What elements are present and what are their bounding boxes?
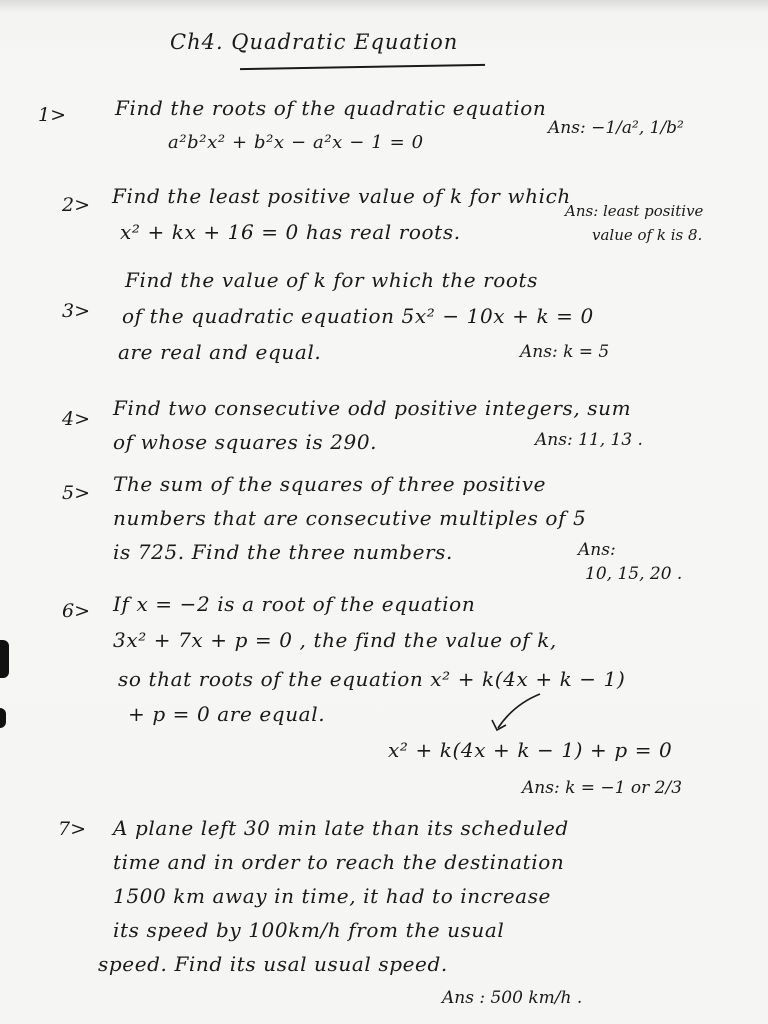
answer-line: value of k is 8. — [592, 226, 703, 244]
answer-line: Ans: least positive — [565, 202, 704, 220]
question-text-line: Find two consecutive odd positive integers, sum — [113, 396, 632, 420]
question-number: 5> — [62, 482, 91, 504]
title-underline — [240, 64, 485, 70]
rewritten-equation: x² + k(4x + k − 1) + p = 0 — [388, 738, 673, 762]
question-text-line: speed. Find its usal usual speed. — [98, 952, 448, 976]
question-text-line: 1500 km away in time, it had to increase — [113, 884, 551, 908]
question-number: 1> — [38, 104, 67, 126]
question-number: 4> — [62, 408, 91, 430]
question-number: 3> — [62, 300, 91, 322]
answer: Ans: 11, 13 . — [535, 430, 643, 450]
question-text-line: Find the least positive value of k for which — [112, 184, 571, 208]
page-title: Ch4. Quadratic Equation — [170, 30, 459, 54]
question-text-line: A plane left 30 min late than its scheduled — [113, 816, 569, 840]
question-number: 7> — [58, 818, 87, 840]
answer-line: Ans: — [578, 540, 616, 560]
answer: Ans: k = 5 — [520, 342, 610, 362]
question-text-line: are real and equal. — [118, 340, 322, 364]
arrow-icon — [470, 690, 550, 740]
question-text-line: is 725. Find the three numbers. — [113, 540, 453, 564]
edge-mark — [0, 640, 9, 678]
question-text-line: + p = 0 are equal. — [128, 702, 326, 726]
question-text-line: 3x² + 7x + p = 0 , the find the value of k, — [113, 628, 557, 652]
question-text-line: x² + kx + 16 = 0 has real roots. — [120, 220, 461, 244]
answer: Ans : 500 km/h . — [442, 988, 583, 1008]
question-number: 6> — [62, 600, 91, 622]
question-text-line: of the quadratic equation 5x² − 10x + k = 0 — [122, 304, 594, 328]
edge-mark — [0, 708, 6, 728]
question-text-line: numbers that are consecutive multiples of 5 — [113, 506, 587, 530]
question-text-line: Find the value of k for which the roots — [125, 268, 539, 292]
question-text-line: Find the roots of the quadratic equation — [115, 96, 547, 120]
answer: Ans: k = −1 or 2/3 — [522, 778, 683, 798]
question-text-line: time and in order to reach the destination — [113, 850, 565, 874]
question-text-line: If x = −2 is a root of the equation — [113, 592, 476, 616]
answer-line: 10, 15, 20 . — [585, 564, 683, 584]
question-text-line: so that roots of the equation x² + k(4x + k − 1) — [118, 667, 626, 691]
question-text-line: The sum of the squares of three positive — [113, 472, 547, 496]
question-text-line: a²b²x² + b²x − a²x − 1 = 0 — [168, 132, 424, 153]
question-text-line: of whose squares is 290. — [113, 430, 378, 454]
question-text-line: its speed by 100km/h from the usual — [113, 918, 505, 942]
question-number: 2> — [62, 194, 91, 216]
answer: Ans: −1/a², 1/b² — [548, 118, 684, 138]
